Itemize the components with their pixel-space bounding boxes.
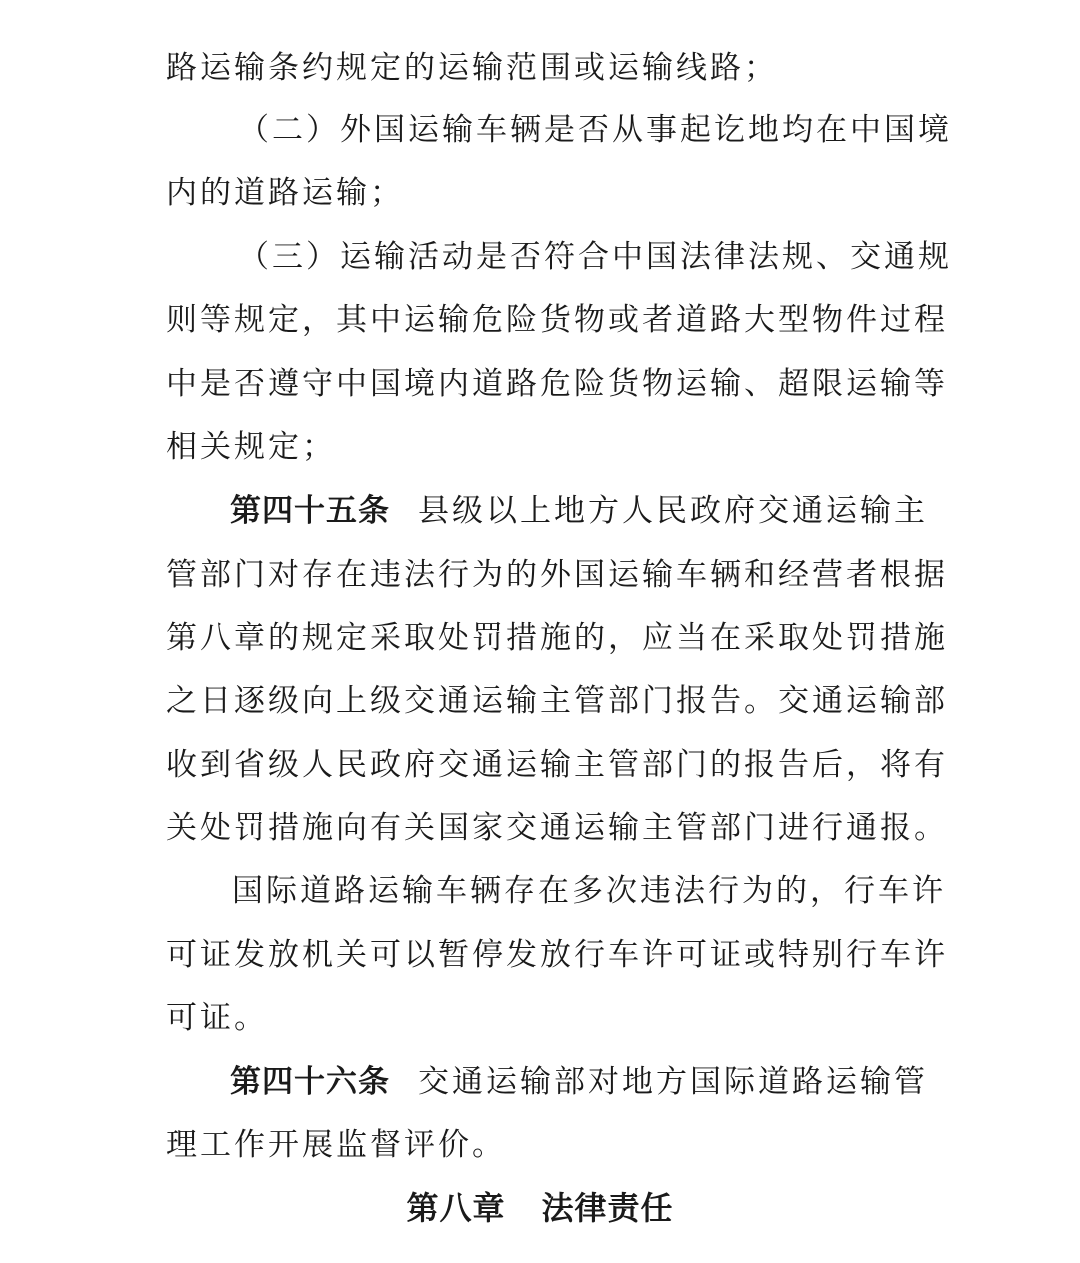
article-45-title: 第四十五条: [230, 493, 390, 529]
body-line: 内的道路运输；: [166, 175, 404, 211]
body-line: 中是否遵守中国境内道路危险货物运输、超限运输等: [166, 366, 948, 402]
body-line: （三）运输活动是否符合中国法律法规、交通规: [238, 239, 952, 275]
chapter-title: 法律责任: [541, 1189, 674, 1227]
article-46-first-line: [230, 1062, 928, 1102]
body-line: 路运输条约规定的运输范围或运输线路；: [166, 50, 778, 86]
article-46-title: 第四十六条: [230, 1064, 390, 1100]
article-45-text: 县级以上地方人民政府交通运输主: [418, 493, 928, 529]
chapter-heading: [0, 1188, 1080, 1228]
body-line: 则等规定，其中运输危险货物或者道路大型物件过程: [166, 302, 948, 338]
body-line: 可证发放机关可以暂停发放行车许可证或特别行车许: [166, 937, 948, 973]
body-line: 国际道路运输车辆存在多次违法行为的，行车许: [232, 873, 946, 909]
body-line: 管部门对存在违法行为的外国运输车辆和经营者根据: [166, 557, 948, 593]
body-line: 第八章的规定采取处罚措施的，应当在采取处罚措施: [166, 620, 948, 656]
body-line: （二）外国运输车辆是否从事起讫地均在中国境: [238, 112, 952, 148]
article-46-text: 交通运输部对地方国际道路运输管: [418, 1064, 928, 1100]
article-45-first-line: [230, 491, 928, 531]
chapter-number: 第八章: [406, 1189, 506, 1227]
body-line: 之日逐级向上级交通运输主管部门报告。交通运输部: [166, 683, 948, 719]
body-line: 可证。: [166, 1000, 268, 1036]
body-line: 相关规定；: [166, 429, 336, 465]
body-line: 理工作开展监督评价。: [166, 1127, 506, 1163]
body-line: 关处罚措施向有关国家交通运输主管部门进行通报。: [166, 810, 948, 846]
body-line: 收到省级人民政府交通运输主管部门的报告后，将有: [166, 747, 948, 783]
